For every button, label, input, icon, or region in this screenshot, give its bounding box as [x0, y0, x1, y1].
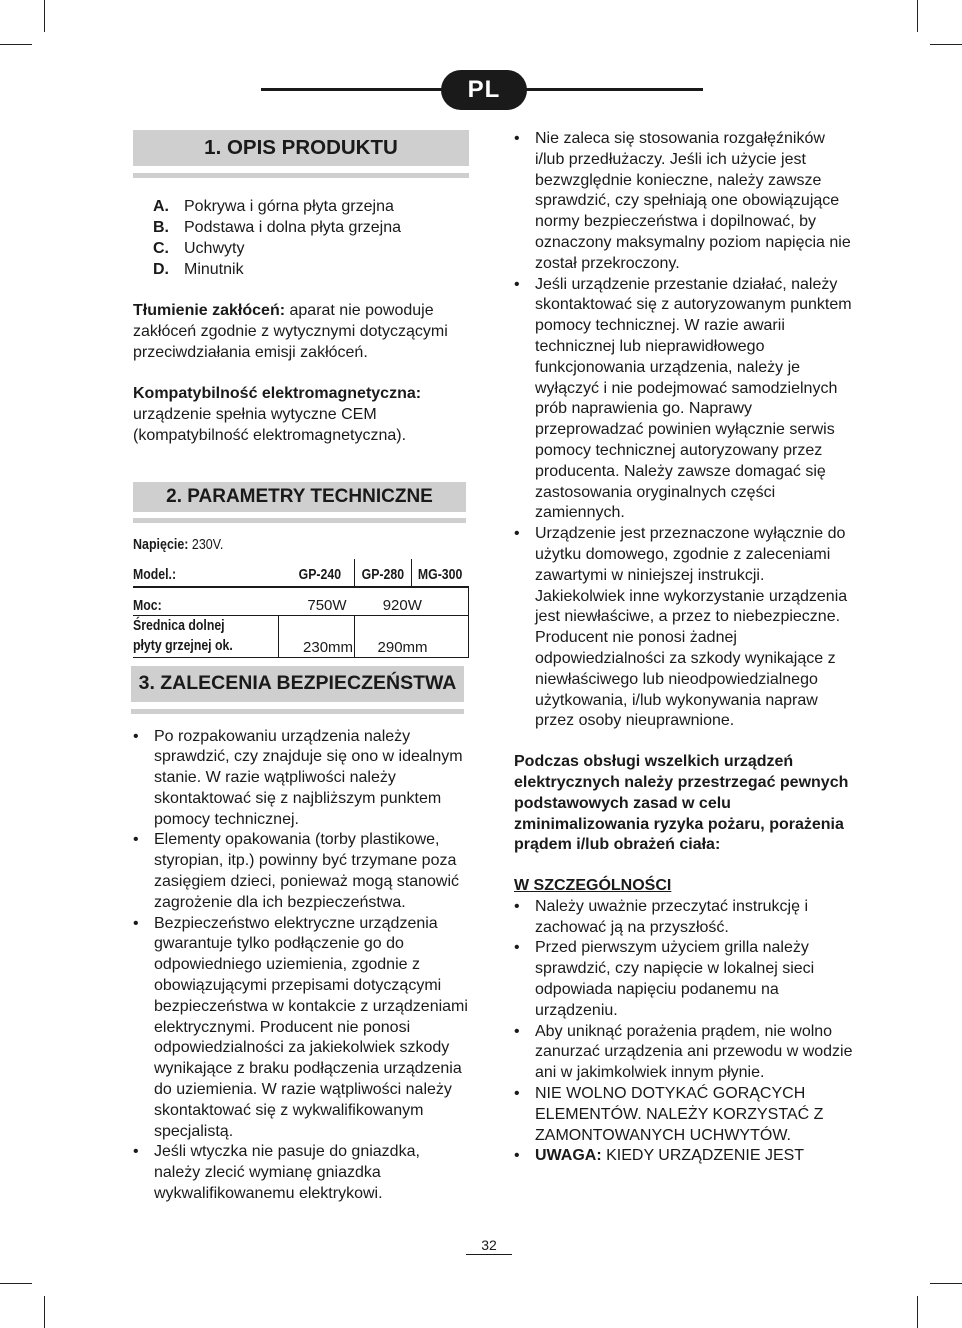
language-badge: PL — [441, 70, 527, 110]
part-label: Uchwyty — [184, 240, 245, 257]
part-label: Minutnik — [184, 261, 244, 278]
section-heading-product: 1. OPIS PRODUKTU — [133, 130, 469, 166]
interference-label: Tłumienie zakłóceń: — [133, 302, 286, 319]
spec-table — [133, 559, 469, 658]
safety-bullet: • Elementy opakowania (torby plastikowe, styropian, itp.) powinny być trzymane poza zasięgiem dzieci, ponieważ mogą stanowić zagrożenie dla ich bezpieczeństwa. — [133, 830, 469, 913]
safety-bullet: • Nie zaleca się stosowania rozgałęźników i/lub przedłużaczy. Jeśli ich użycie jest bezwzględnie konieczne, należy zawsze sprawdzić, czy spełniają one obowiązujące normy bezpieczeństwa i dopilnować, by oznaczony maksymalny poziom napięcia nie został przekroczony. — [514, 129, 854, 275]
page-number-rule — [466, 1254, 512, 1255]
spec-model-gp240: GP-240 — [279, 559, 355, 587]
left-column — [133, 130, 469, 1205]
safety-bullet: • Po rozpakowaniu urządzenia należy sprawdzić, czy znajduje się ono w idealnym stanie. W razie wątpliwości należy skontaktować się z najbliższym punktem pomocy technicznej. — [133, 727, 469, 831]
crop-mark — [930, 44, 962, 45]
attention-label: UWAGA: — [535, 1147, 602, 1165]
emc-label: Kompatybilność elektromagnetyczna: — [133, 385, 422, 402]
spec-row-model — [133, 559, 469, 587]
section-heading-safety: 3. ZALECENIA BEZPIECZEŃSTWA — [131, 666, 464, 702]
parts-list-item — [153, 238, 469, 259]
spec-model-label: Model.: — [133, 559, 279, 587]
safety-bullet: • Jeśli urządzenie przestanie działać, należy skontaktować się z autoryzowanym punktem pomocy technicznej. W razie awarii technicznej lub nieprawidłowego funkcjonowania urządzenia, należy je wyłączyć i nie podejmować samodzielnych prób naprawienia go. Naprawy przeprowadzać powinien wyłącznie serwis pomocy technicznej autoryzowany przez producenta. Należy zawsze domagać się zastosowania oryginalnych części zamiennych. — [514, 275, 854, 525]
heading-rule — [133, 173, 469, 178]
spec-power-label: Moc: — [133, 587, 279, 615]
crop-mark — [44, 1296, 45, 1328]
part-key: A. — [153, 198, 169, 215]
spec-power-large: 920W — [355, 587, 469, 615]
particular-bullets — [514, 897, 854, 1167]
part-key: B. — [153, 219, 169, 236]
crop-mark — [0, 44, 32, 45]
parts-list-item — [153, 196, 469, 217]
page-number: 32 — [481, 1237, 497, 1253]
safety-bullet: • Urządzenie jest przeznaczone wyłącznie do użytku domowego, zgodnie z zaleceniami zawartymi w niniejszej instrukcji. Jakiekolwiek inne wykorzystanie urządzenia jest niewłaściwe, a przez to niebezpieczne. Producent nie ponosi żadnej odpowiedzialności za szkody wynikające z niewłaściwego lub nieodpowiedzialnego użytkowania, i/lub wykonywania napraw przez osoby nieuprawnione. — [514, 524, 854, 732]
crop-mark — [44, 0, 45, 32]
particular-bullet: • NIE WOLNO DOTYKAĆ GORĄCYCH ELEMENTÓW. NALEŻY KORZYSTAĆ Z ZAMONTOWANYCH UCHWYTÓW. — [514, 1084, 854, 1146]
technical-specs — [133, 537, 469, 658]
interference-text: aparat nie powoduje zakłóceń zgodnie z wytycznymi dotyczącymi przeciwdziałania emisji zakłóceń. — [133, 302, 448, 361]
voltage-value: 230V. — [188, 537, 224, 553]
parts-list — [153, 196, 469, 280]
heading-rule — [131, 709, 464, 714]
header-rule-left — [261, 88, 461, 91]
spec-power-small: 750W — [279, 587, 355, 615]
part-key: C. — [153, 240, 169, 257]
safety-bullet: • Jeśli wtyczka nie pasuje do gniazdka, należy zlecić wymianę gniazdka wykwalifikowanemu elektrykowi. — [133, 1142, 469, 1204]
spec-diameter-label: Średnica dolnej płyty grzejnej ok. — [133, 615, 279, 657]
spec-row-diameter — [133, 615, 469, 657]
emc-paragraph — [133, 383, 469, 446]
attention-text: KIEDY URZĄDZENIE JEST — [601, 1147, 805, 1165]
crop-mark — [917, 0, 918, 32]
part-label: Podstawa i dolna płyta grzejna — [184, 219, 402, 236]
spec-model-gp280: GP-280 — [355, 559, 412, 587]
parts-list-item — [153, 217, 469, 238]
header-rule-right — [507, 88, 703, 91]
particular-bullet: • Przed pierwszym użyciem grilla należy sprawdzić, czy napięcie w lokalnej sieci odpowiada napięciu podanemu na urządzeniu. — [514, 938, 854, 1021]
spec-diameter-large: 290mm — [355, 615, 469, 657]
part-key: D. — [153, 261, 169, 278]
spec-row-power — [133, 587, 469, 615]
particular-heading: W SZCZEGÓLNOŚCI — [514, 877, 672, 895]
spec-model-mg300: MG-300 — [412, 559, 469, 587]
right-column — [514, 129, 854, 1167]
spec-diameter-small: 230mm — [279, 615, 355, 657]
voltage-line — [133, 537, 422, 553]
part-label: Pokrywa i górna płyta grzejna — [184, 198, 394, 215]
emc-text: urządzenie spełnia wytyczne CEM (kompatybilność elektromagnetyczna). — [133, 406, 407, 444]
particular-bullet — [514, 1146, 854, 1167]
crop-mark — [0, 1283, 32, 1284]
interference-paragraph — [133, 300, 469, 363]
warning-paragraph: Podczas obsługi wszelkich urządzeń elektrycznych należy przestrzegać pewnych podstawowych zasad w celu zminimalizowania ryzyka pożaru, porażenia prądem i/lub obrażeń ciała: — [514, 753, 849, 854]
heading-rule — [133, 518, 466, 523]
crop-mark — [930, 1283, 962, 1284]
safety-bullets-right — [514, 129, 854, 732]
section-heading-technical: 2. PARAMETRY TECHNICZNE — [133, 482, 466, 512]
safety-bullets-left — [133, 727, 469, 1205]
particular-bullet: • Należy uważnie przeczytać instrukcję i zachować ją na przyszłość. — [514, 897, 854, 939]
safety-bullet: • Bezpieczeństwo elektryczne urządzenia gwarantuje tylko podłączenie go do odpowiedniego uziemienia, zgodnie z obowiązującymi przepisami dotyczącymi bezpieczeństwa w kontakcie z urządzeniami elektrycznymi. Producent nie ponosi odpowiedzialności za jakiekolwiek szkody wynikające z braku podłączenia urządzenia do uziemienia. W razie wątpliwości należy skontaktować się z wykwalifikowanym specjalistą. — [133, 914, 469, 1143]
particular-bullet: • Aby uniknąć porażenia prądem, nie wolno zanurzać urządzenia ani przewodu w wodzie ani w jakimkolwiek innym płynie. — [514, 1022, 854, 1084]
voltage-label: Napięcie: — [133, 537, 189, 553]
crop-mark — [917, 1296, 918, 1328]
parts-list-item — [153, 259, 469, 280]
